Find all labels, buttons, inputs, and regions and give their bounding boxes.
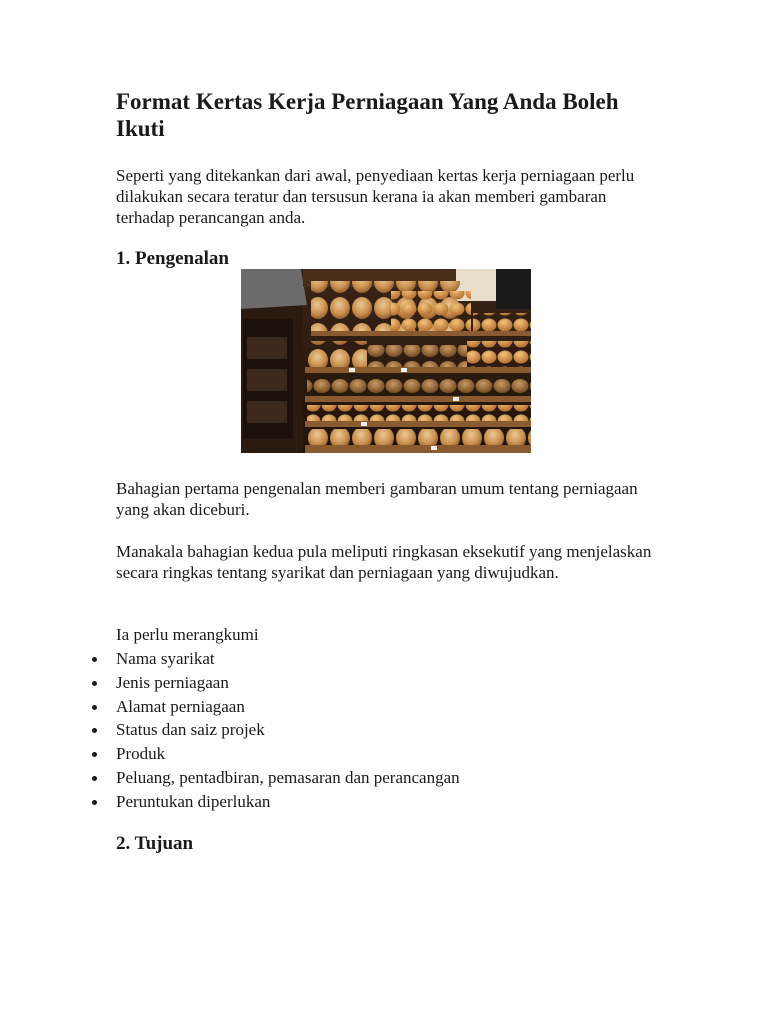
list-item: Status dan saiz projek xyxy=(0,718,700,742)
section-heading-pengenalan: 1. Pengenalan xyxy=(116,248,229,269)
list-item: Jenis perniagaan xyxy=(0,671,700,695)
bullet-icon xyxy=(92,705,97,710)
bullet-icon xyxy=(92,776,97,781)
bullet-icon xyxy=(92,657,97,662)
list-item: Peluang, pentadbiran, pemasaran dan perancangan xyxy=(0,766,700,790)
bullet-icon xyxy=(92,728,97,733)
list-intro: Ia perlu merangkumi xyxy=(116,625,259,644)
paragraph-pengenalan-1: Bahagian pertama pengenalan memberi gambaran umum tentang perniagaan yang akan diceburi. xyxy=(116,479,638,519)
paragraph-pengenalan-2: Manakala bahagian kedua pula meliputi ringkasan eksekutif yang menjelaskan secara ringkas tentang syarikat dan perniagaan yang diwujudkan. xyxy=(116,542,652,582)
intro-paragraph: Seperti yang ditekankan dari awal, penyediaan kertas kerja perniagaan perlu dilakukan secara teratur dan tersusun kerana ia akan memberi gambaran terhadap perancangan anda. xyxy=(116,166,635,227)
page-title: Format Kertas Kerja Perniagaan Yang Anda Boleh Ikuti xyxy=(116,89,619,141)
bullet-icon xyxy=(92,800,97,805)
list-item: Nama syarikat xyxy=(0,647,700,671)
list-item: Alamat perniagaan xyxy=(0,695,700,719)
list-item: Produk xyxy=(0,742,700,766)
bullet-icon xyxy=(92,681,97,686)
bakery-photo xyxy=(241,269,531,453)
bullet-icon xyxy=(92,752,97,757)
bullet-list xyxy=(0,647,700,814)
list-item: Peruntukan diperlukan xyxy=(0,790,700,814)
section-heading-tujuan: 2. Tujuan xyxy=(116,833,194,854)
